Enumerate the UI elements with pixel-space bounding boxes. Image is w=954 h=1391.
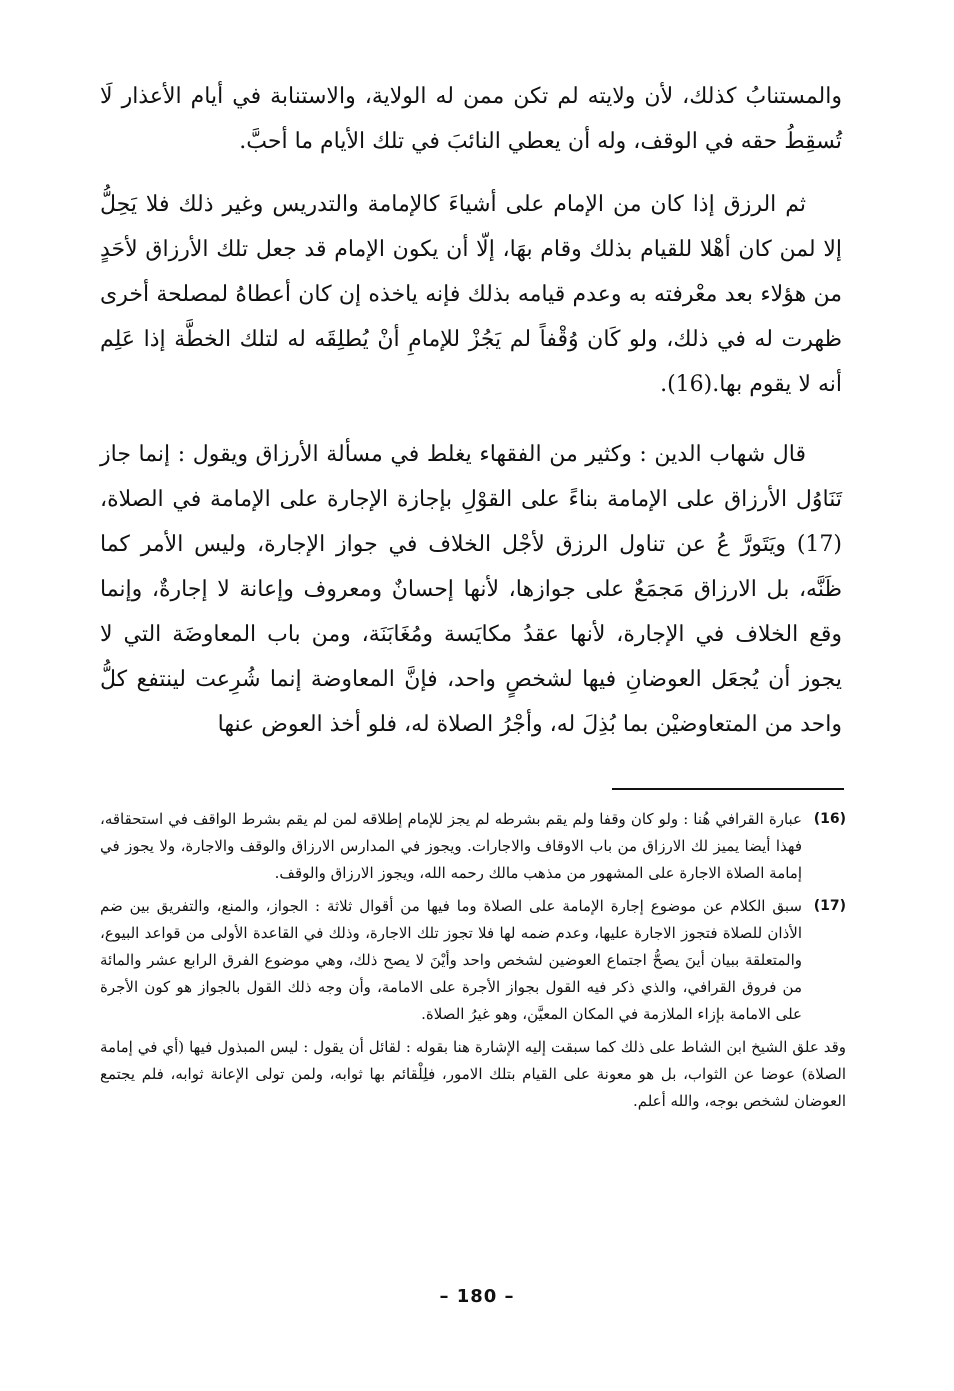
footnote-17-continuation: وقد علق الشيخ ابن الشاط على ذلك كما سبقت إليه الإشارة هنا بقوله : لقائل أن يقول : ليس المبذول فيها (أي في إمامة الصلاة) عوضا عن الثواب، بل هو معونة على القيام بتلك الامور، فلِلْقائم بها ثوابه، ولمن تولى الإعانة ثوابه، فلم يجتمع العوضان لشخص بوجه، والله أعلم. <box>100 1038 846 1110</box>
body-paragraph-1 <box>100 74 842 164</box>
body-paragraph-2 <box>100 182 842 407</box>
footnote-number: (16) <box>813 811 846 827</box>
paragraph-text: والمستنابُ كذلك، لأن ولايته لم تكن ممن له الولاية، والاستنابة في أيام الأعذار لَا تُسقِطُ حقه في الوقف، وله أن يعطي النائبَ في تلك الأيام ما أحبَّ. <box>100 84 843 154</box>
footnotes-section <box>100 806 846 1115</box>
page-number: – 180 – <box>439 1286 515 1307</box>
paragraph-text: ثم الرزق إذا كان من الإمام على أشياءَ كالإمامة والتدريس وغير ذلك فلا يَحِلُّ إلا لمن كان أهْلا للقيام بذلك وقام بهَا، إلّا أن يكون الإمام قد جعل تلك الأرزاق لأحَدٍ من هؤلاء بعد معْرفته به وعدم قيامه بذلك فإنه ياخذه إن كان أعطاهُ لمصلحة أخرى ظهرت له في ذلك، ولو كَان وُقْفاً لم يَجُزْ للإمامِ أنْ يُطلِقَه له لتلك الخطَّة إذا عَلِم أنه لا يقوم بها.(16). <box>100 192 843 397</box>
footnote-16 <box>100 806 846 887</box>
footnote-17 <box>100 893 846 1028</box>
footnote-text: سبق الكلام عن موضوع إجارة الإمامة على الصلاة وما فيها من أقوال ثلاثة : الجواز، والمنع، والتفريق بين ضم الأذان للصلاة فتجوز الاجارة عليها، وعدم ضمه لها فلا تجوز تلك الاجارة، وذلك في القاعدة الأولى من قواعد البيوع، والمتعلقة ببيان أينَ يصحُّ اجتماع العوضين لشخص واحد وأيْنَ لا يصح ذلك، وهي موضوع الفرق الرابع عشر والمائة من فروق القرافي، والذي ذكر فيه القول بجواز الأجرة على الامامة، وأن وجه ذلك القول بالجواز هو كون الأجرة على الامامة بإزاء الملازمة في المكان المعيَّن، وهو غيرُ الصلاة. <box>100 897 802 1023</box>
footnote-number: (17) <box>813 898 846 914</box>
body-paragraph-3 <box>100 432 842 747</box>
paragraph-text: قال شهاب الدين : وكثير من الفقهاء يغلط في مسألة الأرزاق ويقول : إنما جاز تَنَاوُل الأرزاق على الإمامة بناءً على القوْلِ بإجازة الإجارة على الإمامة في الصلاة،(17) ويَتَورَّ عُ عن تناول الرزق لأجْل الخلاف في جواز الإجارة، وليس الأمر كما ظَنَّه، بل الارزاق مَجمَعٌ على جوازها، لأنها إحسانٌ ومعروف وإعانة لا إجارةٌ، وإنما وقع الخلاف في الإجارة، لأنها عقدُ مكايَسة ومُغَابَنَة، ومن باب المعاوضَة التي لا يجوز أن يُجعَل العوضانِ فيها لشخصٍ واحد، فإنَّ المعاوضة إنما شُرِعت لينتفع كلُّ واحد من المتعاوضيْن بما بُذِلَ له، وأجْرُ الصلاة له، فلو أخذ العوض عنها <box>100 442 842 737</box>
footnote-text: عبارة القرافي هُنا : ولو كان وقفا ولم يقم بشرطه لم يجز للإمام إطلاقه لمن لم يقم بشرط الواقف في استحقاقه، فهذا أيضا يميز لك الارزاق من باب الاوقاف والاجارات. ويجوز في المدارس الارزاق والوقف والاجارة، ولا يجوز في إمامة الصلاة الاجارة على المشهور من مذهب مالك رحمه الله، ويجوز الارزاق والوقف. <box>100 810 802 882</box>
footnote-separator <box>612 788 844 790</box>
